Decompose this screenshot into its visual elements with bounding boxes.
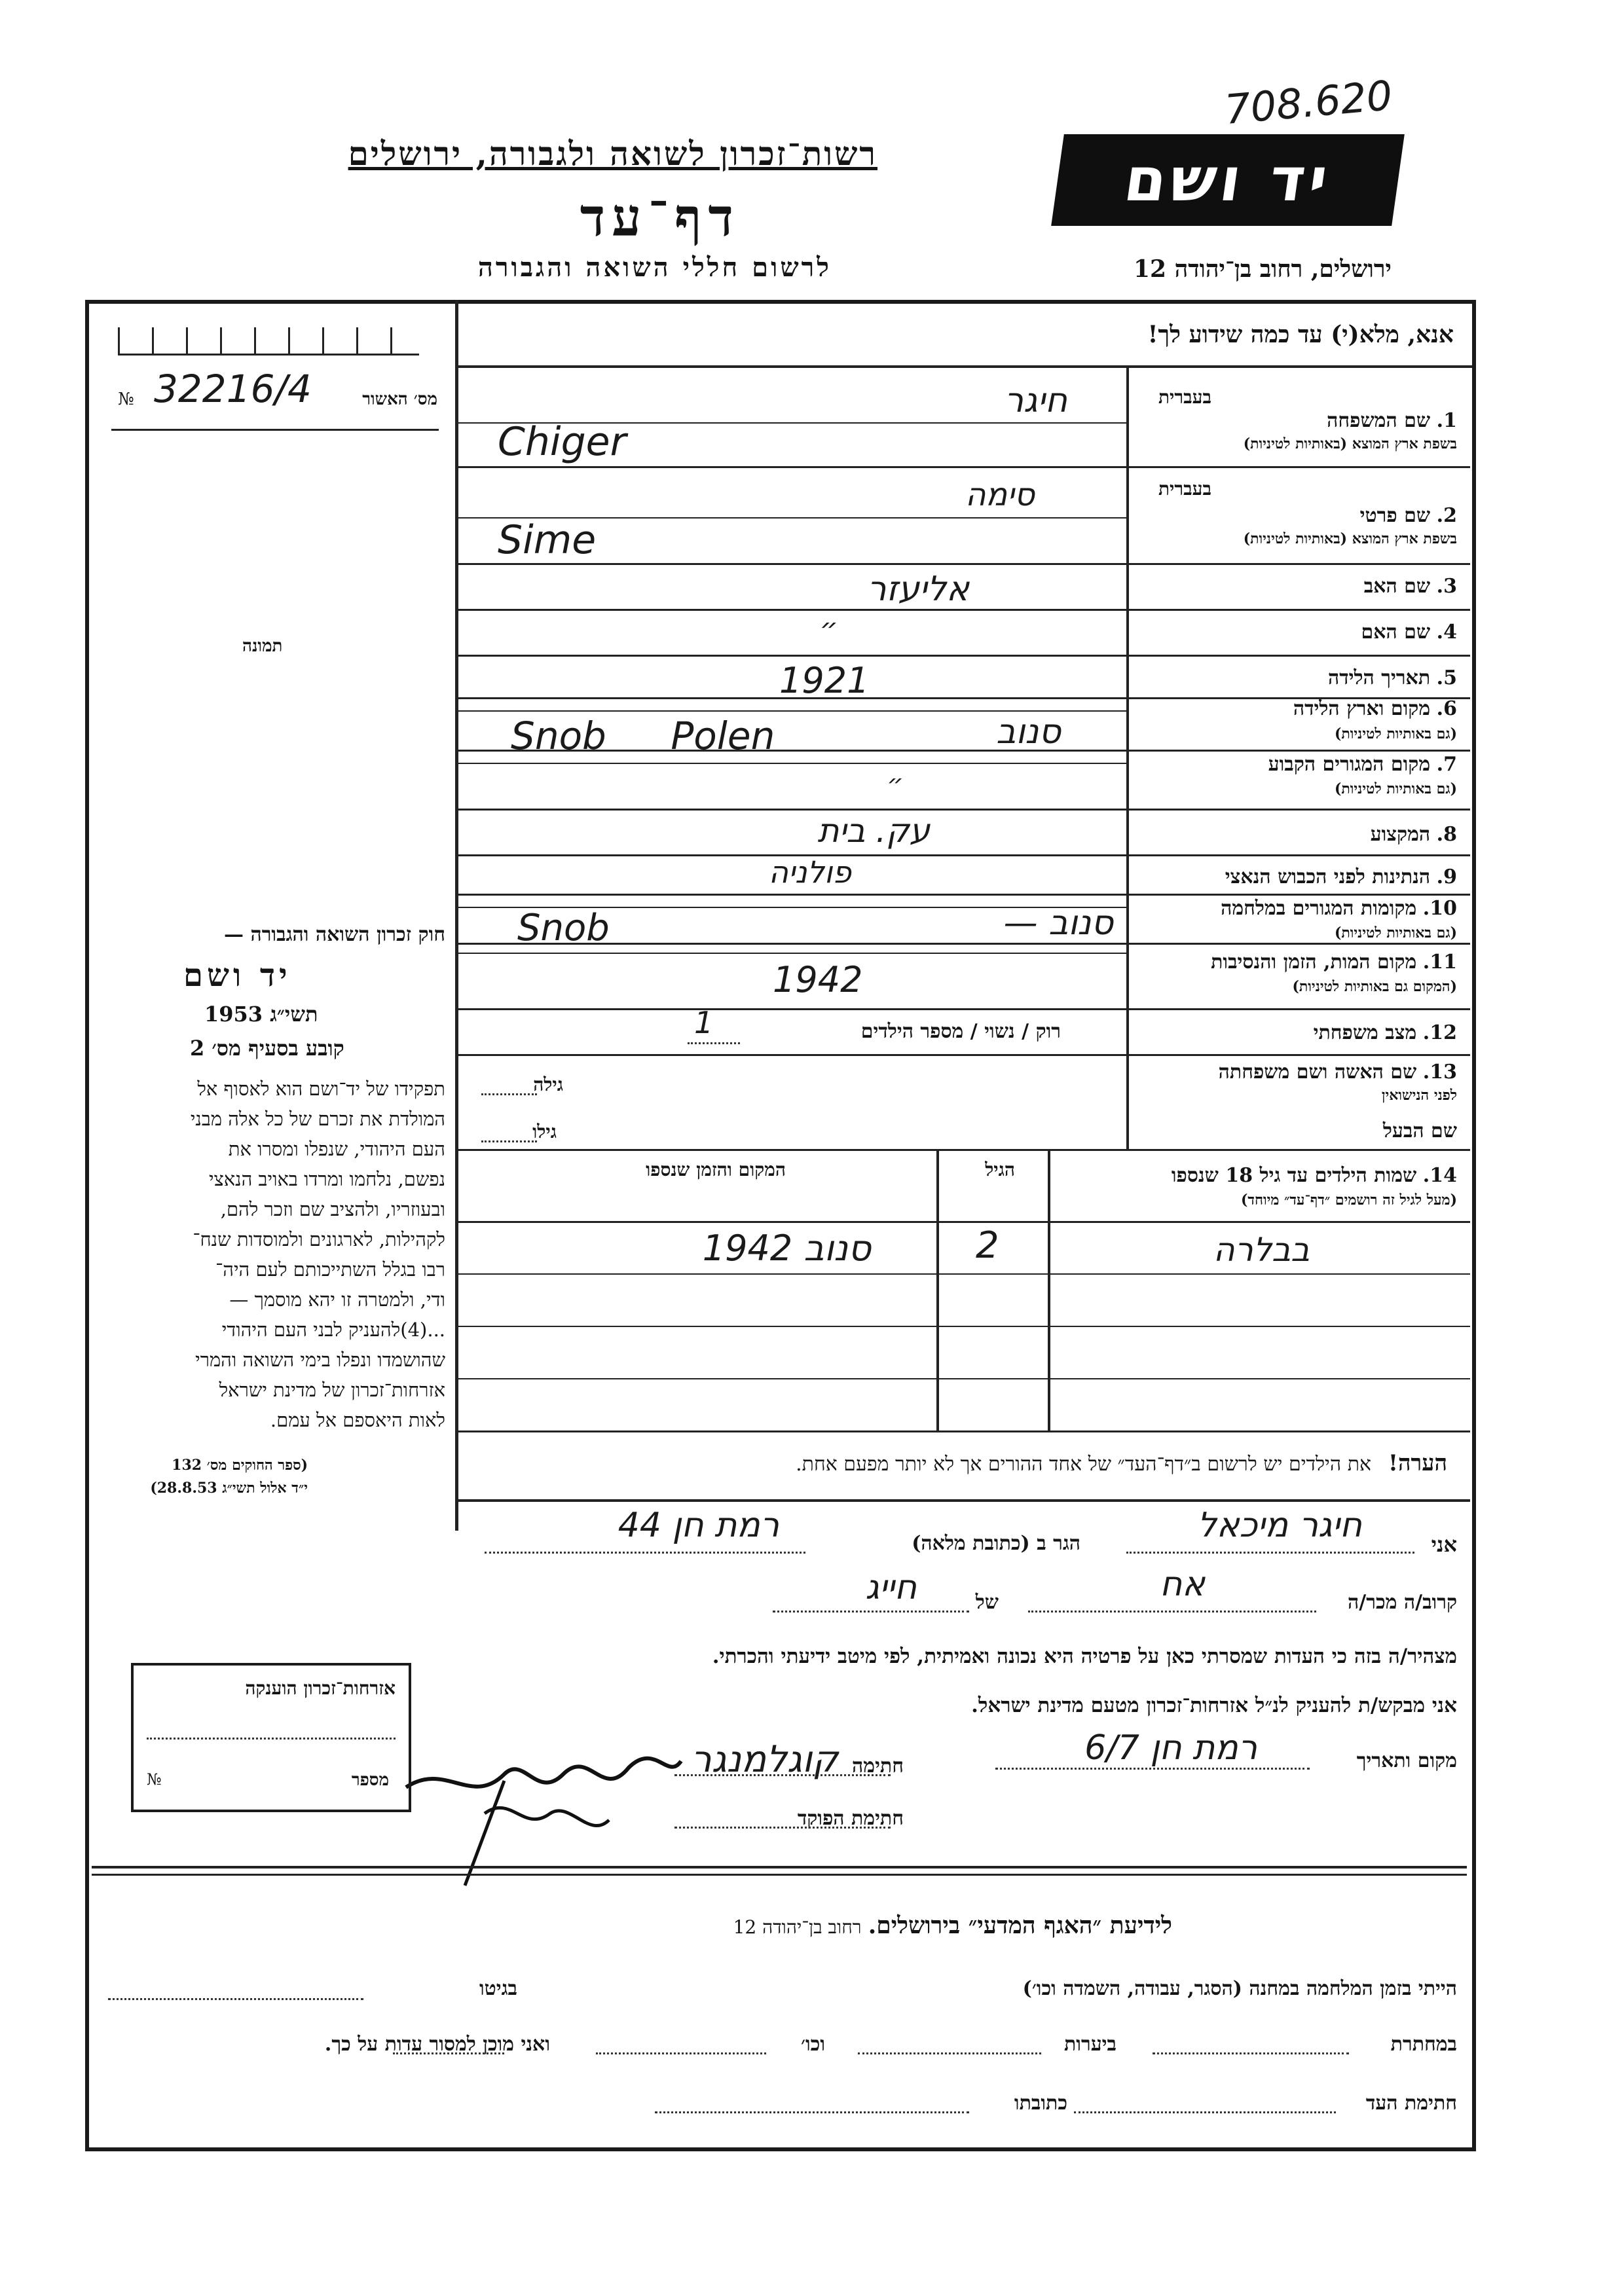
field-8-value[interactable]: עק. בית xyxy=(817,812,930,850)
form-title: דף־עד xyxy=(580,187,740,248)
field-6-value-hebrew[interactable]: סנוב xyxy=(996,712,1061,752)
wife-age-label: גילה xyxy=(533,1074,563,1095)
footer-witness-address-label: כתובתו xyxy=(1014,2092,1067,2115)
field-14-label: 14. שמות הילדים עד גיל 18 שנספו xyxy=(1171,1164,1457,1187)
declarant-address-label: הגר ב (כתובת מלאה) xyxy=(912,1532,1080,1555)
footer-forests-label: ביערות xyxy=(1063,2033,1116,2056)
official-signature-label: חתימת הפוקד xyxy=(797,1807,904,1830)
form-instruction: אנא, מלא(י) עד כמה שידוע לך! xyxy=(1147,321,1454,348)
yad-vashem-logo: יד ושם xyxy=(1051,134,1405,226)
field-10-label: 10. מקומות המגורים במלחמה xyxy=(1221,897,1457,920)
husband-name-label: שם הבעל xyxy=(1382,1120,1457,1142)
declarant-signature xyxy=(393,1702,694,1892)
field-3-label: 3. שם האב xyxy=(1363,575,1457,598)
children-col-age: הגיל xyxy=(985,1159,1015,1180)
law-reference-1: (ספר החוקים מס׳ 132 xyxy=(172,1457,308,1474)
field-11-value[interactable]: 1942 xyxy=(773,959,863,1000)
footer-witness-signature-label: חתימת העד xyxy=(1365,2092,1457,2115)
field-1-label: 1. שם המשפחה xyxy=(1327,409,1457,432)
relation-value[interactable]: אח xyxy=(1160,1565,1205,1604)
field-4-value[interactable]: ״ xyxy=(819,612,838,646)
relation-label: קרוב/ה מכר/ה xyxy=(1348,1591,1457,1614)
field-12-options: רוק / נשוי / מספר הילדים xyxy=(860,1020,1061,1043)
field-6-value-latin[interactable]: Snob Polen xyxy=(511,714,775,758)
place-date-value[interactable]: רמת חן 6/7 xyxy=(1084,1728,1257,1768)
header-address: ירושלים, רחוב בן־יהודה 12 xyxy=(1133,255,1392,283)
field-11-label: 11. מקום המות, הזמן והנסיבות xyxy=(1211,951,1457,974)
children-col-place-time: המקום והזמן שנספו xyxy=(646,1159,786,1180)
field-7-label: 7. מקום המגורים הקבוע xyxy=(1268,753,1457,776)
field-2-value-hebrew[interactable]: סימה xyxy=(965,477,1035,513)
law-title: חוק זכרון השואה והגבורה — xyxy=(224,923,445,946)
footer-camp-text: הייתי בזמן המלחמה במחנה (הסגר, עבודה, השמדה וכו׳) xyxy=(1022,1977,1457,2000)
footer-ghetto-label: בגיטו xyxy=(479,1977,517,2000)
archive-number: 708.620 xyxy=(1223,71,1395,134)
field-4-label: 4. שם האם xyxy=(1361,621,1457,644)
approval-number-label: מס׳ האשור xyxy=(362,390,437,409)
field-10-value-hebrew[interactable]: סנוב — xyxy=(1003,903,1113,943)
field-8-label: 8. המקצוע xyxy=(1370,823,1457,846)
place-date-label: מקום ותאריך xyxy=(1356,1749,1457,1772)
husband-age-label: גילו xyxy=(532,1121,557,1142)
approval-number-value: 32216/4 xyxy=(154,367,312,411)
field-9-value[interactable]: פולניה xyxy=(768,854,851,890)
child-1-name[interactable]: בבלרה xyxy=(1213,1231,1310,1269)
field-5-value[interactable]: 1921 xyxy=(779,660,870,701)
declaration-request: אני מבקש/ת להעניק לנ״ל אזרחות־זכרון מטעם מדינת ישראל. xyxy=(971,1694,1457,1717)
footer-etc-label: וכו׳ xyxy=(801,2033,825,2056)
declarant-label: אני xyxy=(1431,1532,1457,1557)
signature-label: חתימה xyxy=(852,1755,904,1777)
field-1-value-hebrew[interactable]: חיגר xyxy=(1004,381,1067,420)
field-2-label: 2. שם פרטי xyxy=(1359,504,1457,527)
relation-of-label: של xyxy=(975,1591,999,1614)
declaration-statement: מצהיר/ה בזה כי העדות שמסרתי כאן על פרטיה היא נכונה ואמיתית, לפי מיטב ידיעתי והכרתי. xyxy=(712,1645,1457,1668)
law-name: יד ושם xyxy=(183,957,291,994)
field-7-value[interactable]: ״ xyxy=(887,769,904,799)
law-year: תשי״ג 1953 xyxy=(204,1002,318,1027)
form-subtitle: לרשום חללי השואה והגבורה xyxy=(477,252,832,283)
approval-tick-boxes xyxy=(118,327,419,355)
remark: הערה!את הילדים יש לרשום ב״דף־העד״ של אחד ההורים אך לא יותר מפעם אחת. xyxy=(796,1450,1447,1476)
relation-of-value[interactable]: חייג xyxy=(865,1568,917,1607)
photo-placeholder-label: תמונה xyxy=(242,636,283,656)
child-1-age[interactable]: 2 xyxy=(976,1224,999,1267)
declarant-name[interactable]: חיגר מיכאל xyxy=(1197,1506,1362,1545)
field-12-label: 12. מצב משפחתי xyxy=(1313,1021,1457,1044)
citizenship-title: אזרחות־זכרון הוענקה xyxy=(245,1677,396,1699)
law-reference-2: י״ד אלול תשי״ג 28.8.53) xyxy=(150,1480,308,1497)
field-5-label: 5. תאריך הלידה xyxy=(1327,666,1457,689)
citizenship-number-label: מספר xyxy=(351,1770,389,1790)
footer-testify-text: ואני מוכן למסור עדות על כך. xyxy=(324,2033,550,2056)
field-2-value-latin[interactable]: Sime xyxy=(498,517,597,563)
official-stamp-text: קוגלמנגר xyxy=(690,1738,838,1781)
citizenship-box xyxy=(131,1663,411,1812)
child-1-place-time[interactable]: סנוב 1942 xyxy=(702,1228,871,1269)
footer-underground-label: במחתרת xyxy=(1390,2033,1457,2056)
citizenship-number-symbol: № xyxy=(147,1770,162,1789)
authority-title: רשות־זכרון לשואה ולגבורה, ירושלים xyxy=(348,134,877,173)
field-12-children-count[interactable]: 1 xyxy=(694,1005,714,1040)
field-1-value-latin[interactable]: Chiger xyxy=(498,419,627,465)
field-13-label: 13. שם האשה ושם משפחתה xyxy=(1218,1061,1457,1084)
footer-notice: לידיעת ״האגף המדעי״ בירושלים. רחוב בן־יהודה 12 xyxy=(733,1912,1172,1939)
law-clause: קובע בסעיף מס׳ 2 xyxy=(190,1036,344,1061)
declarant-address[interactable]: רמת חן 44 xyxy=(618,1506,779,1545)
field-9-label: 9. הנתינות לפני הכבוש הנאצי xyxy=(1225,866,1457,888)
field-3-value[interactable]: אליעזר xyxy=(867,570,969,609)
field-6-label: 6. מקום וארץ הלידה xyxy=(1293,697,1457,720)
law-body: תפקידו של יד־ושם הוא לאסוף אל המולדת את זכרם של כל אלה מבני העם היהודי, שנפלו ומסרו את נפשם, נלחמו ומרדו באויב הנאצי ובעוזריו, ולהציב שם וזכר להם, לקהילות, לארגונים ולמוסדות שנח־ רבו בגלל השתייכותם לעם היה־ ודי, ולמטרה זו יהא מוסמך — ...(4)להעניק לבני העם היהודי שהושמדו ונפלו בימי השואה והמרי אזרחות־זכרון של מדינת ישראל לאות היאספם אל עמם. xyxy=(190,1078,445,1431)
approval-number-symbol: № xyxy=(118,390,134,409)
field-10-value-latin[interactable]: Snob xyxy=(517,907,610,949)
